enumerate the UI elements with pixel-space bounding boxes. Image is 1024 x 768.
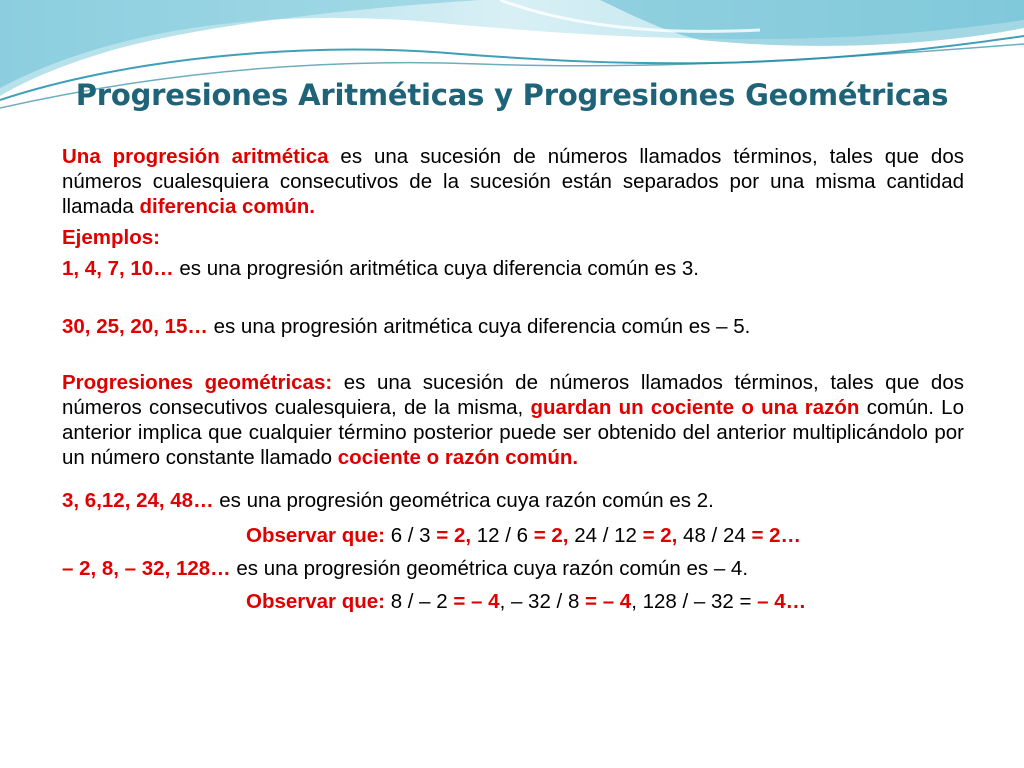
observation-1-result-b: = 2, [533,524,569,547]
geometric-text-2: común. Lo anterior implica que cualquier término posterior puede ser obtenido del anterior multiplicándolo por un número constante llamado [62,396,964,469]
examples-heading [62,225,964,250]
example-2-text: es una progresión aritmética cuya diferencia común es – 5. [207,315,751,338]
observation-1-part-a: 6 / 3 [385,524,437,547]
observation-2-label: Observar que: [246,590,385,613]
observation-1-result-c: = 2, [642,524,678,547]
example-2 [62,314,964,339]
arithmetic-term: Una progresión aritmética [62,145,329,168]
geometric-highlight-1: guardan un cociente o una razón [530,396,860,419]
observation-1-result-a: = 2, [436,524,472,547]
example-1-sequence: 1, 4, 7, 10… [62,257,174,280]
geometric-text-1: es una sucesión de números llamados términos, tales que dos números consecutivos cualesquiera, de la misma, [62,371,964,419]
observation-2-part-b: , – 32 / 8 [499,590,586,613]
geometric-highlight-2: cociente o razón común. [337,446,579,469]
observation-2 [62,589,964,614]
observation-1-result-d: = 2… [751,524,802,547]
slide-content [62,144,964,614]
observation-2-part-a: 8 / – 2 [385,590,454,613]
observation-2-result-a: = – 4 [453,590,500,613]
example-4-sequence: – 2, 8, – 32, 128… [62,557,231,580]
observation-2-result-b: = – 4 [585,590,632,613]
observation-1-part-c: 24 / 12 [568,524,643,547]
observation-1-part-d: 48 / 24 [677,524,752,547]
arithmetic-text: es una sucesión de números llamados términos, tales que dos números cualesquiera consecutivos de la sucesión están separados por una misma cantidad llamada [62,145,964,218]
example-4 [62,556,964,581]
observation-1-label: Observar que: [246,524,385,547]
example-3-sequence: 3, 6,12, 24, 48… [62,489,214,512]
page-title: Progresiones Aritméticas y Progresiones Geométricas [75,78,949,112]
examples-label: Ejemplos: [62,226,160,249]
observation-2-part-c: , 128 / – 32 = [631,590,758,613]
geometric-definition [62,370,964,470]
observation-1-part-b: 12 / 6 [471,524,534,547]
example-3-text: es una progresión geométrica cuya razón común es 2. [213,489,714,512]
observation-1 [62,523,964,548]
example-4-text: es una progresión geométrica cuya razón común es – 4. [230,557,749,580]
geometric-term: Progresiones geométricas: [62,371,333,394]
arithmetic-definition [62,144,964,219]
example-1 [62,256,964,281]
arithmetic-highlight: diferencia común. [139,195,315,218]
example-2-sequence: 30, 25, 20, 15… [62,315,208,338]
observation-2-result-c: – 4… [757,590,807,613]
example-1-text: es una progresión aritmética cuya diferencia común es 3. [173,257,699,280]
example-3 [62,488,964,513]
